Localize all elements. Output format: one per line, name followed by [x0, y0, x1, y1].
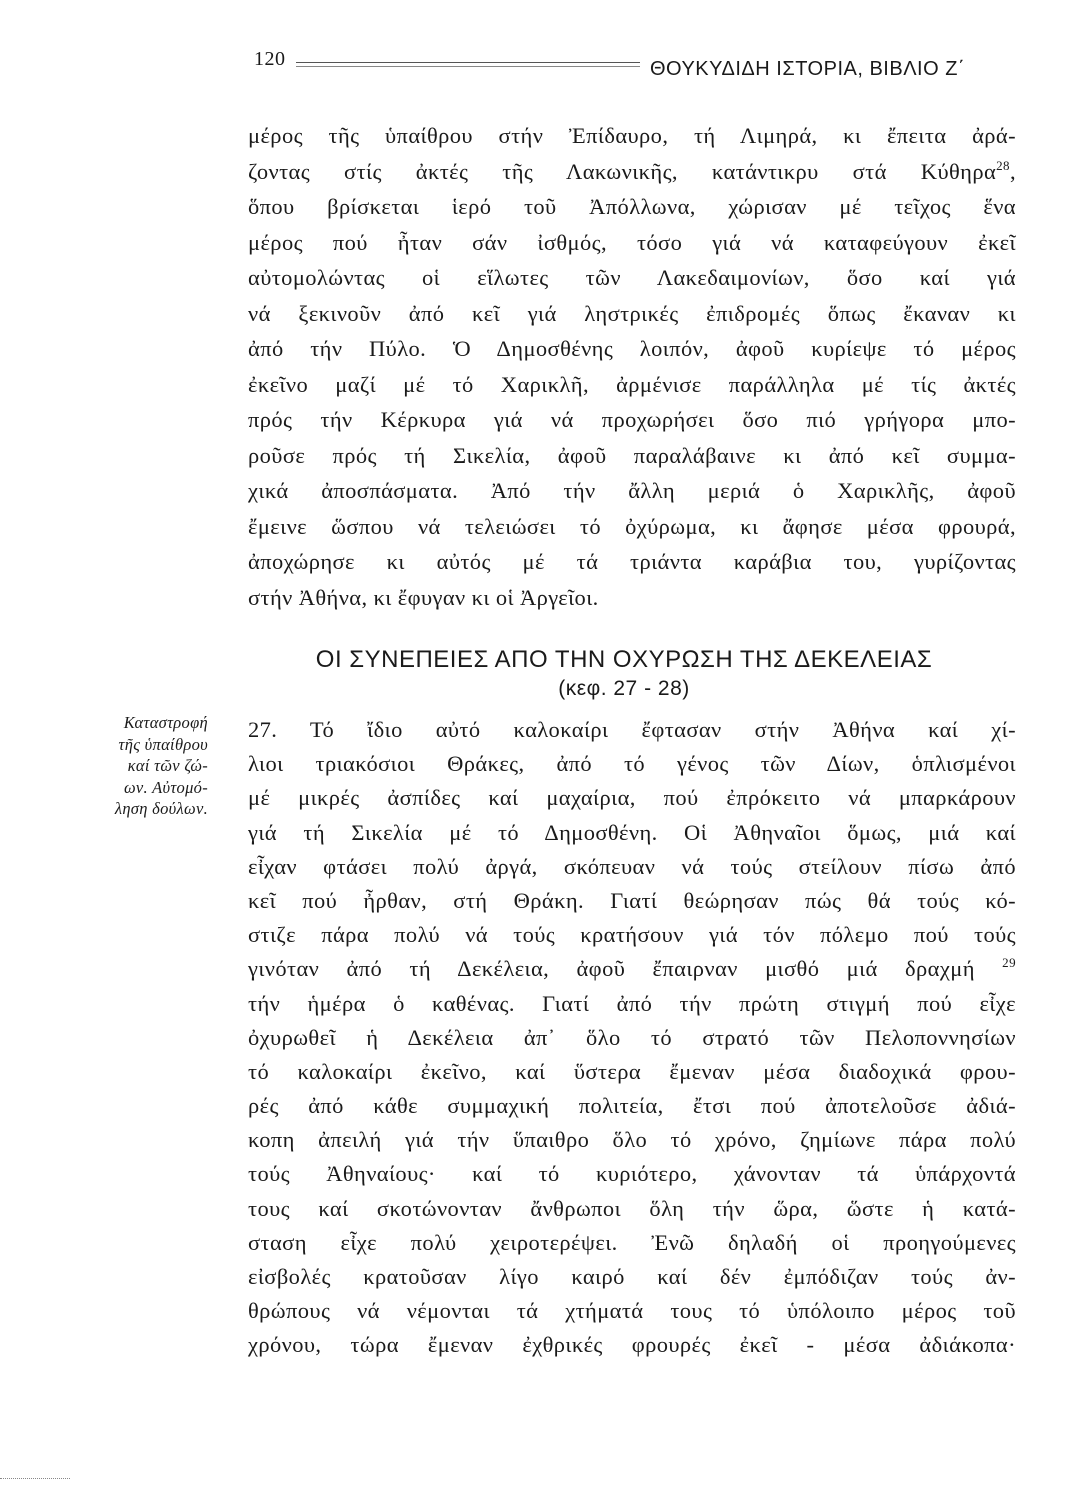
footer-rule [0, 1478, 70, 1479]
text-line: τό καλοκαίρι ἐκεῖνο, καί ὕστερα ἔμεναν μέσα διαδοχικά φρου- [248, 1058, 1016, 1084]
text-line: στιζε πάρα πολύ νά τούς κρατήσουν γιά τόν πόλεμο πού τούς [248, 922, 1016, 948]
margin-note-line: ων. Αὐτομό- [123, 777, 208, 797]
footnote-ref-29: 29 [1002, 955, 1016, 971]
text-line-punct: , [1009, 158, 1016, 184]
text-line [248, 154, 1016, 190]
margin-note-line: ληση δούλων. [114, 799, 208, 818]
paragraph-2 [248, 713, 1016, 1363]
text-line: κεῖ πού ἦρθαν, στή Θράκη. Γιατί θεώρησαν πώς θά τούς κό- [248, 887, 1016, 913]
text-line-content: ζοντας στίς ἀκτές τῆς Λακωνικῆς, κατάντικρυ στά Κύθηρα [248, 158, 997, 184]
text-line [248, 952, 1016, 986]
text-line: εἰσβολές κρατοῦσαν λίγο καιρό καί δέν ἐμπόδιζαν τούς ἀν- [248, 1264, 1016, 1289]
text-line: θρώπους νά νέμονται τά χτήματά τους τό ὑπόλοιπο μέρος τοῦ [248, 1298, 1016, 1324]
text-line: ἔμεινε ὥσπου νά τελειώσει τό ὀχύρωμα, κι ἄφησε μέσα φρουρά, [248, 513, 1016, 539]
text-line: πρός τήν Κέρκυρα γιά νά προχωρήσει ὅσο πιό γρήγορα μπο- [248, 407, 1016, 432]
text-line: ἀπό τήν Πύλο. Ὁ Δημοσθένης λοιπόν, ἀφοῦ κυρίεψε τό μέρος [248, 336, 1016, 361]
text-line: κοπη ἀπειλή γιά τήν ὕπαιθρο ὅλο τό χρόνο, ζημίωνε πάρα πολύ [248, 1127, 1016, 1153]
text-line: χικά ἀποσπάσματα. Ἀπό τήν ἄλλη μεριά ὁ Χαρικλῆς, ἀφοῦ [248, 478, 1016, 503]
margin-note [72, 712, 208, 820]
paragraph-1 [248, 118, 1016, 615]
text-line: χρόνου, τώρα ἔμεναν ἐχθρικές φρουρές ἐκεῖ - μέσα ἀδιάκοπα· [248, 1332, 1016, 1358]
section-heading: ΟΙ ΣΥΝΕΠΕΙΕΣ ΑΠΟ ΤΗΝ ΟΧΥΡΩΣΗ ΤΗΣ ΔΕΚΕΛΕΙΑΣ [315, 646, 933, 673]
text-line: γιά τή Σικελία μέ τό Δημοσθένη. Οἱ Ἀθηναῖοι ὅμως, μιά καί [248, 819, 1016, 845]
margin-note-line: Καταστροφή [123, 713, 208, 732]
text-line: ρές ἀπό κάθε συμμαχική πολιτεία, ἔτσι πού ἀποτελοῦσε ἀδιά- [248, 1093, 1016, 1119]
text-line: λιοι τριακόσιοι Θράκες, ἀπό τό γένος τῶν Δίων, ὁπλισμένοι [248, 751, 1016, 777]
text-line: μέ μικρές ἀσπίδες καί μαχαίρια, πού ἐπρόκειτο νά μπαρκάρουν [248, 785, 1016, 811]
text-line: ὀχυρωθεῖ ἡ Δεκέλεια ἀπ᾿ ὅλο τό στρατό τῶν Πελοποννησίων [248, 1024, 1016, 1050]
margin-note-line: καί τῶν ζώ- [127, 756, 208, 775]
text-line: 27. Τό ἴδιο αὐτό καλοκαίρι ἔφτασαν στήν Ἀθήνα καί χί- [248, 717, 1016, 742]
text-line: ἀποχώρησε κι αὐτός μέ τά τριάντα καράβια του, γυρίζοντας [248, 549, 1016, 574]
running-title: ΘΟΥΚΥΔΙΔΗ ΙΣΤΟΡΙΑ, ΒΙΒΛΙΟ Ζ΄ [650, 58, 966, 80]
page-number: 120 [254, 48, 286, 70]
text-line: τήν ἡμέρα ὁ καθένας. Γιατί ἀπό τήν πρώτη στιγμή πού εἶχε [248, 990, 1016, 1016]
margin-note-line: τῆς ὑπαίθρου [118, 734, 208, 754]
text-line: αὐτομολώντας οἱ εἵλωτες τῶν Λακεδαιμονίων, ὅσο καί γιά [248, 265, 1016, 290]
text-line: νά ξεκινοῦν ἀπό κεῖ γιά ληστρικές ἐπιδρομές ὅπως ἔκαναν κι [248, 300, 1016, 326]
text-line: τους καί σκοτώνονταν ἄνθρωποι ὅλη τήν ὥρα, ὥστε ἡ κατά- [248, 1195, 1016, 1221]
section-subheading: (κεφ. 27 - 28) [558, 677, 690, 700]
footnote-ref-28: 28 [996, 157, 1010, 173]
text-line: στήν Ἀθήνα, κι ἔφυγαν κι οἱ Ἀργεῖοι. [248, 584, 599, 610]
text-line: ἐκεῖνο μαζί μέ τό Χαρικλῆ, ἀρμένισε παράλληλα μέ τίς ἀκτές [248, 371, 1016, 397]
text-line: εἶχαν φτάσει πολύ ἀργά, σκόπευαν νά τούς στείλουν πίσω ἀπό [248, 853, 1016, 879]
text-line: μέρος τῆς ὑπαίθρου στήν Ἐπίδαυρο, τή Λιμηρά, κι ἔπειτα ἀρά- [248, 123, 1016, 148]
text-line-content: γινόταν ἀπό τή Δεκέλεια, ἀφοῦ ἔπαιρναν μισθό μιά δραχμή [248, 956, 975, 982]
header-rule [296, 62, 640, 63]
text-line: ροῦσε πρός τή Σικελία, ἀφοῦ παραλάβαινε κι ἀπό κεῖ συμμα- [248, 442, 1016, 468]
text-line: μέρος πού ἦταν σάν ἰσθμός, τόσο γιά νά καταφεύγουν ἐκεῖ [248, 229, 1016, 255]
text-line: ὅπου βρίσκεται ἱερό τοῦ Ἀπόλλωνα, χώρισαν μέ τεῖχος ἕνα [248, 194, 1016, 219]
header-rule-double [296, 66, 640, 67]
text-line: τούς Ἀθηναίους· καί τό κυριότερο, χάνονταν τά ὑπάρχοντά [248, 1161, 1016, 1187]
text-line: σταση εἶχε πολύ χειροτερέψει. Ἐνῶ δηλαδή οἱ προηγούμενες [248, 1229, 1016, 1255]
